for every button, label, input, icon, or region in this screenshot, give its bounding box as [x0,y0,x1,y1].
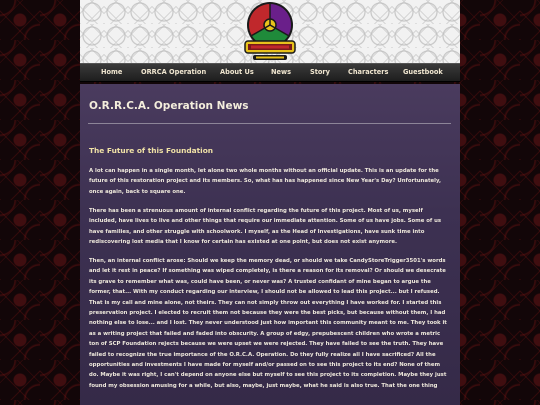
nav-item-orrca-operation[interactable]: ORRCA Operation [141,68,207,76]
nav-item-guestbook[interactable]: Guestbook [403,68,443,76]
nav-item-about-us[interactable]: About Us [220,68,254,76]
nav-item-news[interactable]: News [271,68,292,76]
site-banner [80,0,460,63]
nav-item-story[interactable]: Story [310,68,330,76]
article-paragraph-3: Then, an internal conflict arose: Should we keep the memory dead, or should we take CandyStoreTrigger3501's words and let it rest in peace? If something was wiped completely, is there a reason for its removal? Or should we desecrate its grave to remember what was, could have been, or never was? A trusted confidant of mine began to argue the former, that... With my conduct regarding our interview, I should not be allowed to lead this project... but I refused. That is my call and mine alone, not theirs. They can not simply throw out everything I have worked for. I started this preservation project. I elected to recruit them not because they were the best picks, but because without them, I had nothing else to lose... and I lost. They never understood just how important this community meant to me. They took it as a writing project that failed and faded into obscurity. A group of edgy, prepubescent children who wrote a metric ton of SCP Foundation rejects because we were upset we were rejected. They have failed to see the truth. They have failed to recognize the true importance of the O.R.C.A. Operation. Do they fully realize all I have sacrificed? All the opportunities and investments I have made for myself and/or passed on to see this project to its end? None of them do. Maybe it was right, I can't depend on anyone else but myself to see this project to its completion. Maybe they just found my obsession amusing for a while, but also, maybe, just maybe, what he said is also true. That the one thing [89,258,447,389]
orrca-logo-wheel-icon[interactable] [231,0,309,63]
page-wrapper [80,0,460,405]
article-heading: The Future of this Foundation [89,146,214,155]
nav-item-home[interactable]: Home [101,68,123,76]
title-divider [88,123,451,124]
main-nav [80,63,460,82]
nav-item-characters[interactable]: Characters [348,68,389,76]
page-title: O.R.R.C.A. Operation News [89,100,249,112]
content-panel [80,84,460,405]
article-paragraph-1: A lot can happen in a single month, let alone two whole months without an official update. This is an update for the future of this restoration project and its members. So, what has has happened since New Year's Day? Unfortunately, once again, back to square one. [89,168,442,195]
article-paragraph-2: There has been a strenuous amount of internal conflict regarding the future of this project. Most of us, myself included, have lives to live and other things that require our immediate attention. Some of us have jobs. Some of us have families, and other struggle with schoolwork. I myself, as the Head of Investigations, have sunk time into rediscovering lost media that I know for certain has existed at one point, but does not exist anymore. [89,208,442,246]
